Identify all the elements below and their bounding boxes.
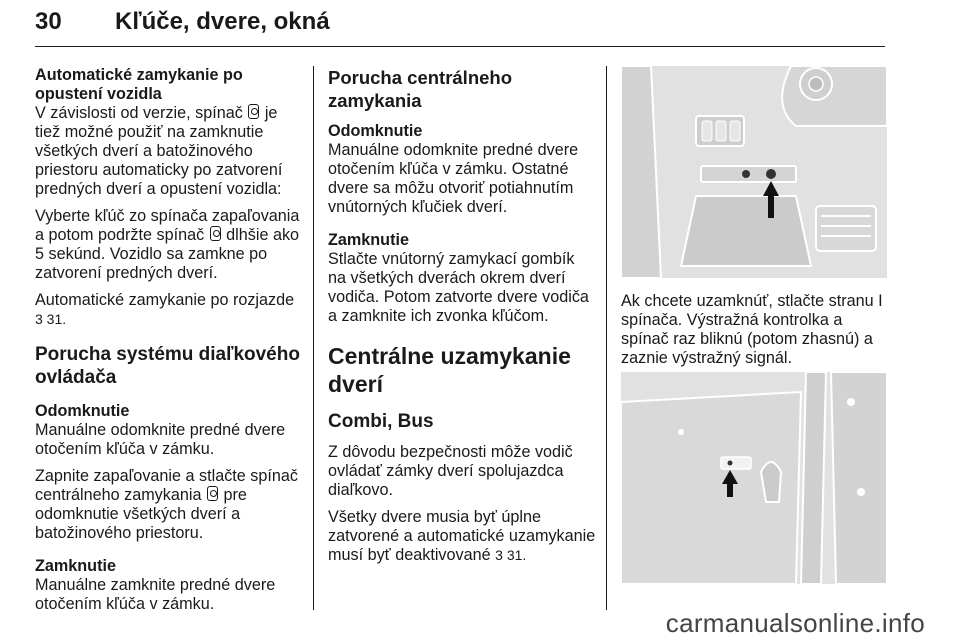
- column-divider: [313, 66, 314, 610]
- paragraph-driver-control: Z dôvodu bezpečnosti môže vodič ovládať zámky dverí spolujazdca diaľkovo.: [328, 443, 573, 499]
- lock-switch-icon: [207, 486, 218, 501]
- chapter-title: Kľúče, dvere, okná: [115, 8, 330, 35]
- heading-lock: Zamknutie: [35, 557, 116, 575]
- heading-unlock: Odomknutie: [328, 122, 423, 140]
- column-middle: [328, 66, 596, 573]
- heading-unlock: Odomknutie: [35, 402, 130, 420]
- lock-switch-icon: [248, 104, 259, 119]
- paragraph-manual-unlock: Manuálne odomknite predné dvere otočením kľúča v zámku.: [35, 421, 286, 458]
- heading-combi-bus: Combi, Bus: [328, 411, 434, 432]
- caption-text: Ak chcete uzamknúť, stlačte stranu I spínača. Výstražná kontrolka a spínač raz bliknú (potom zhasnú) a zaznie výstražný signál.: [621, 292, 883, 367]
- page-reference-link[interactable]: 3 31.: [35, 311, 67, 327]
- page-number: 30: [35, 8, 62, 35]
- paragraph-lock-fault: Stlačte vnútorný zamykací gombík na všetkých dverách okrem dverí vodiča. Potom zatvorte dvere vodiča a zamknite ich zvonka kľúčom.: [328, 250, 589, 325]
- paragraph-unlock-fault: Manuálne odomknite predné dvere otočením kľúča v zámku. Ostatné dvere sa môžu otvoriť potiahnutím vnútorných kľučiek dverí.: [328, 141, 579, 216]
- column-left: [35, 66, 303, 622]
- paragraph-auto-lock: V závislosti od verzie, spínač je tiež možné použiť na zamknutie všetkých dverí a batožinového priestoru automaticky po zatvorení predných dverí a opustení vozidla:: [35, 104, 283, 198]
- heading-remote-fault: Porucha systému diaľkového ovládača: [35, 344, 300, 388]
- paragraph-drive-lock: Automatické zamykanie po rozjazde 3 31.: [35, 291, 295, 327]
- heading-central-locking: Centrálne uzamykanie dverí: [328, 343, 571, 397]
- column-divider: [606, 66, 607, 610]
- heading-central-fault: Porucha centrálneho zamykania: [328, 67, 513, 111]
- page-header: [35, 4, 885, 44]
- lock-switch-icon: [210, 226, 221, 241]
- figure-caption: [621, 292, 887, 376]
- heading-lock: Zamknutie: [328, 231, 409, 249]
- watermark-text: carmanualsonline.info: [665, 608, 925, 638]
- paragraph-key-hold: Vyberte kľúč zo spínača zapaľovania a potom podržte spínač dlhšie ako 5 sekúnd. Vozidlo sa zamkne po zatvorení predných dverí.: [35, 207, 300, 282]
- paragraph-central-unlock: Zapnite zapaľovanie a stlačte spínač centrálneho zamykania pre odomknutie všetkých dverí a batožinového priestoru.: [35, 467, 298, 542]
- header-rule: [35, 46, 885, 47]
- paragraph-manual-lock: Manuálne zamknite predné dvere otočením kľúča v zámku.: [35, 576, 276, 613]
- dashboard-switch-illustration: [621, 66, 887, 278]
- heading-auto-lock: Automatické zamykanie po opustení vozidla: [35, 66, 243, 103]
- page-reference-link[interactable]: 3 31.: [495, 547, 527, 563]
- paragraph-doors-closed: Všetky dvere musia byť úplne zatvorené a automatické uzamykanie musí byť deaktivované 3 31.: [328, 508, 596, 564]
- door-switch-illustration: [621, 372, 887, 584]
